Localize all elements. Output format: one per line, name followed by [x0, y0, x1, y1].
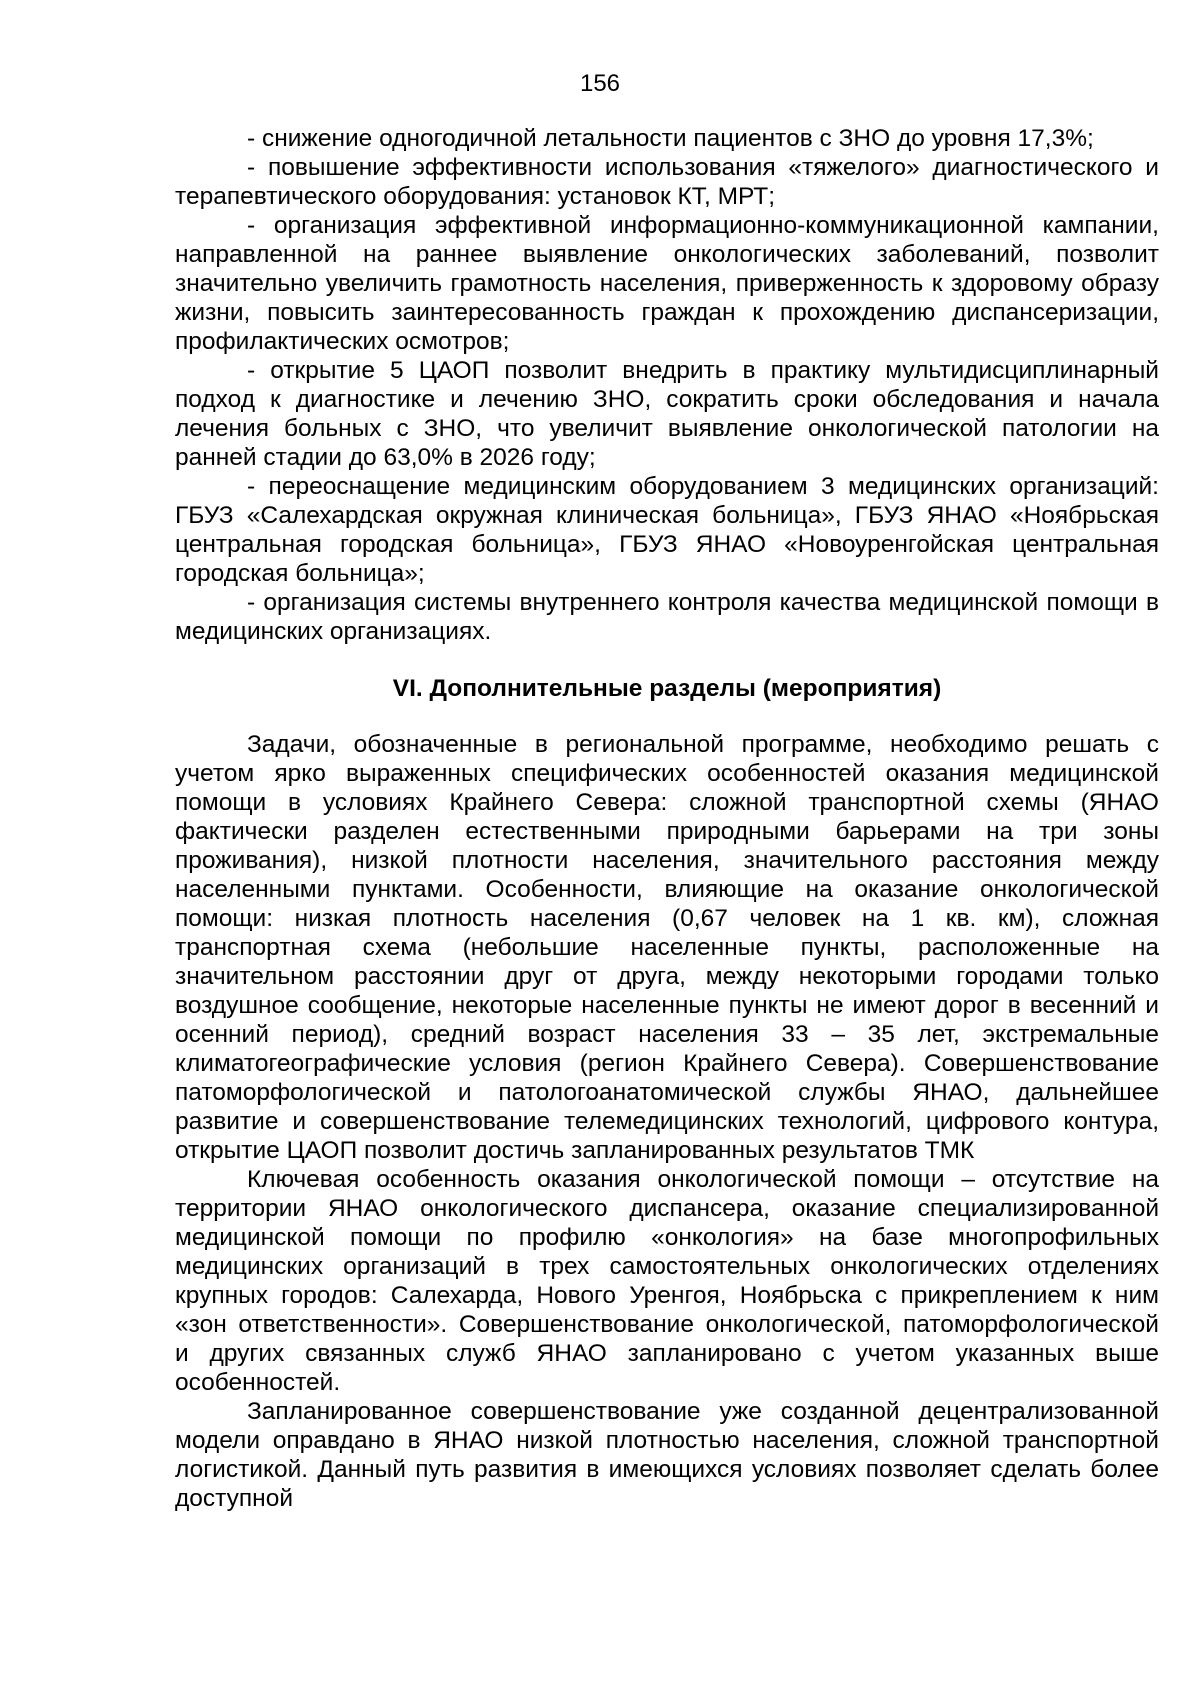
bullet-item: - снижение одногодичной летальности пациентов с ЗНО до уровня 17,3%;: [247, 125, 1094, 152]
bullet-item: - открытие 5 ЦАОП позволит внедрить в практику мультидисциплинарный подход к диагностике и лечению ЗНО, сократить сроки обследования и начала лечения больных с ЗНО, что увеличит выявление онкологической патологии на ранней стадии до 63,0% в 2026 году;: [175, 357, 1159, 471]
bullet-item: - организация эффективной информационно-коммуникационной кампании, направленной на раннее выявление онкологических заболеваний, позволит значительно увеличить грамотность населения, приверженность к здоровому образу жизни, повысить заинтересованность граждан к прохождению диспансеризации, профилактических осмотров;: [175, 212, 1159, 355]
bullet-item: - организация системы внутреннего контроля качества медицинской помощи в медицинских организациях.: [175, 589, 1159, 645]
body-paragraph: Ключевая особенность оказания онкологической помощи – отсутствие на территории ЯНАО онкологического диспансера, оказание специализированной медицинской помощи по профилю «онкология» на базе многопрофильных медицинских организаций в трех самостоятельных онкологических отделениях крупных городов: Салехарда, Нового Уренгоя, Ноябрьска с прикреплением к ним «зон ответственности». Совершенствование онкологической, патоморфологической и других связанных служб ЯНАО запланировано с учетом указанных выше особенностей.: [175, 1166, 1159, 1396]
page-number: 156: [579, 70, 621, 97]
bullet-item: - повышение эффективности использования «тяжелого» диагностического и терапевтического оборудования: установок КТ, МРТ;: [175, 154, 1159, 210]
section-heading: VI. Дополнительные разделы (мероприятия): [392, 675, 942, 702]
document-body: [175, 124, 1159, 1513]
bullet-item: - переоснащение медицинским оборудованием 3 медицинских организаций: ГБУЗ «Салехардская окружная клиническая больница», ГБУЗ ЯНАО «Ноябрьская центральная городская больница», ГБУЗ ЯНАО «Новоуренгойская центральная городская больница»;: [175, 473, 1159, 587]
body-paragraph: Запланированное совершенствование уже созданной децентрализованной модели оправдано в ЯНАО низкой плотностью населения, сложной транспортной логистикой. Данный путь развития в имеющихся условиях позволяет сделать более доступной: [175, 1398, 1159, 1512]
body-paragraph: Задачи, обозначенные в региональной программе, необходимо решать с учетом ярко выраженных специфических особенностей оказания медицинской помощи в условиях Крайнего Севера: сложной транспортной схемы (ЯНАО фактически разделен естественными природными барьерами на три зоны проживания), низкой плотности населения, значительного расстояния между населенными пунктами. Особенности, влияющие на оказание онкологической помощи: низкая плотность населения (0,67 человек на 1 кв. км), сложная транспортная схема (небольшие населенные пункты, расположенные на значительном расстоянии друг от друга, между некоторыми городами только воздушное сообщение, некоторые населенные пункты не имеют дорог в весенний и осенний период), средний возраст населения 33 – 35 лет, экстремальные климатогеографические условия (регион Крайнего Севера). Совершенствование патоморфологической и патологоанатомической службы ЯНАО, дальнейшее развитие и совершенствование телемедицинских технологий, цифрового контура, открытие ЦАОП позволит достичь запланированных результатов ТМК: [175, 731, 1159, 1164]
